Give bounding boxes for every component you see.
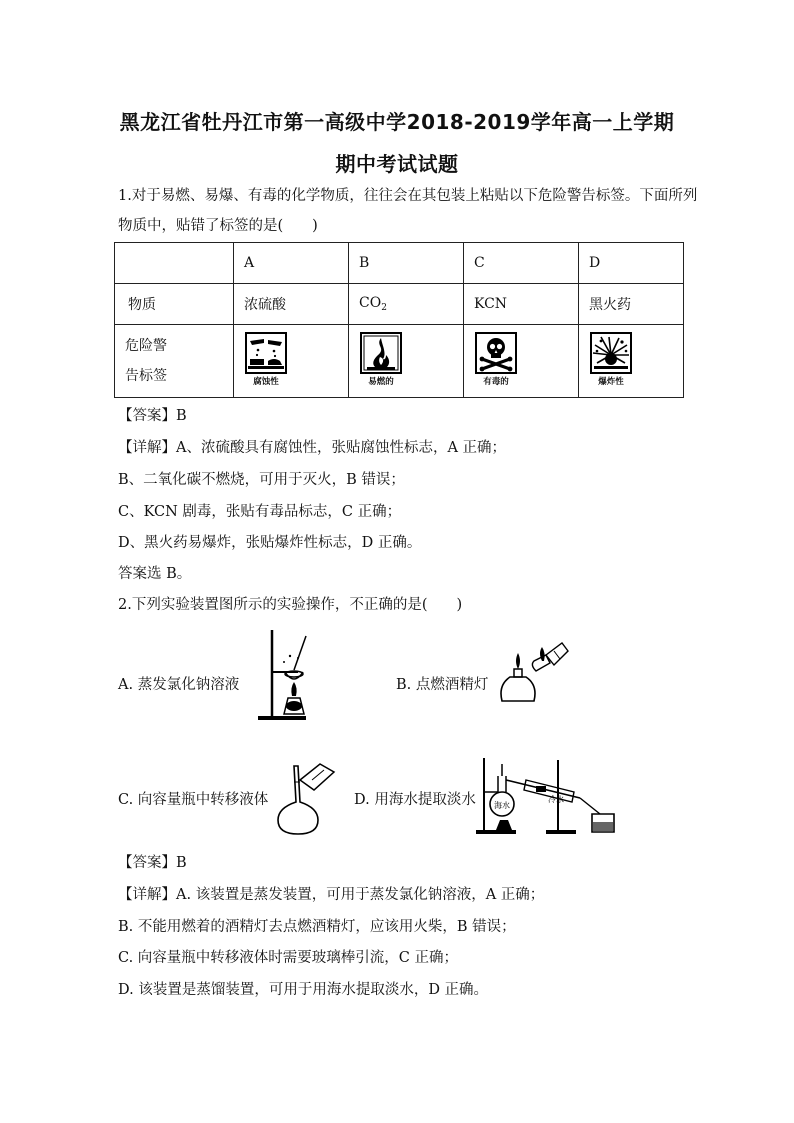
flammable-label xyxy=(359,331,403,387)
q1-answer: 【答案】B xyxy=(118,408,187,424)
q2-option-b: B. 点燃酒精灯 xyxy=(396,677,489,693)
corrosive-label xyxy=(244,331,288,387)
row-label-warning xyxy=(115,325,234,398)
table-header-row xyxy=(115,243,684,284)
q2-option-a: A. 蒸发氯化钠溶液 xyxy=(118,677,240,693)
q2-detail-line2: B. 不能用燃着的酒精灯去点燃酒精灯，应该用火柴，B 错误； xyxy=(118,919,516,935)
explosion-icon xyxy=(589,331,633,375)
alcohol-lamp-figure xyxy=(496,641,570,705)
hazard-label-table xyxy=(114,242,684,398)
q2-detail-line4: D. 该装置是蒸馏装置，可用于用海水提取淡水，D 正确。 xyxy=(118,982,489,998)
seawater-label: 海水 xyxy=(494,801,510,810)
label-cell-d xyxy=(579,325,684,398)
corrosive-icon xyxy=(244,331,288,375)
header-cell-a: A xyxy=(234,243,349,284)
row-label-substance-text: 物质 xyxy=(128,297,156,313)
toxic-caption: 有毒的 xyxy=(483,377,509,387)
q1-detail-line4: D、黑火药易爆炸，张贴爆炸性标志，D 正确。 xyxy=(118,535,422,551)
skull-crossbones-icon xyxy=(474,331,518,375)
explosive-label xyxy=(589,331,633,387)
row-label-substance xyxy=(115,284,234,325)
q1-detail-line5: 答案选 B。 xyxy=(118,566,192,582)
substance-a: 浓硫酸 xyxy=(234,284,349,325)
header-cell-b: B xyxy=(349,243,464,284)
evaporation-apparatus-figure xyxy=(254,626,310,722)
q2-option-c: C. 向容量瓶中转移液体 xyxy=(118,792,269,808)
q1-stem-line2: 物质中，贴错了标签的是( ) xyxy=(118,218,318,234)
header-cell-d: D xyxy=(579,243,684,284)
document-title: 黑龙江省牡丹江市第一高级中学2018-2019学年高一上学期 xyxy=(119,110,675,134)
label-cell-b xyxy=(349,325,464,398)
row-label-warning-line1: 危险警 xyxy=(125,338,167,354)
flammable-caption: 易燃的 xyxy=(368,377,394,387)
q1-stem-line1: 1.对于易燃、易爆、有毒的化学物质，往往会在其包装上粘贴以下危险警告标签。下面所列 xyxy=(118,188,698,204)
q1-detail-line3: C、KCN 剧毒，张贴有毒品标志，C 正确； xyxy=(118,504,402,520)
flame-icon xyxy=(359,331,403,375)
q2-detail-line1: 【详解】A. 该装置是蒸发装置，可用于蒸发氯化钠溶液，A 正确； xyxy=(118,887,545,903)
table-row-warning-label xyxy=(115,325,684,398)
q2-option-d: D. 用海水提取淡水 xyxy=(354,792,476,808)
cold-water-label: 冷水 xyxy=(548,795,564,804)
substance-c: KCN xyxy=(464,284,579,325)
q1-detail-line2: B、二氧化碳不燃烧，可用于灭火，B 错误； xyxy=(118,472,405,488)
explosive-caption: 爆炸性 xyxy=(598,377,624,387)
q2-stem: 2.下列实验装置图所示的实验操作，不正确的是( ) xyxy=(118,597,463,613)
distillation-apparatus-figure xyxy=(476,756,620,836)
volumetric-flask-figure xyxy=(264,762,336,836)
toxic-label xyxy=(474,331,518,387)
q2-answer: 【答案】B xyxy=(118,855,187,871)
label-cell-a xyxy=(234,325,349,398)
table-row-substance xyxy=(115,284,684,325)
q1-detail-line1: 【详解】A、浓硫酸具有腐蚀性，张贴腐蚀性标志，A 正确； xyxy=(118,440,507,456)
substance-b-subscript: 2 xyxy=(381,303,387,313)
header-cell-c: C xyxy=(464,243,579,284)
substance-b xyxy=(349,284,464,325)
header-cell-empty xyxy=(115,243,234,284)
q2-detail-line3: C. 向容量瓶中转移液体时需要玻璃棒引流，C 正确； xyxy=(118,950,458,966)
label-cell-c xyxy=(464,325,579,398)
corrosive-caption: 腐蚀性 xyxy=(253,377,279,387)
substance-d: 黑火药 xyxy=(579,284,684,325)
document-subtitle: 期中考试试题 xyxy=(335,152,459,176)
row-label-warning-line2: 告标签 xyxy=(125,368,167,384)
substance-b-formula: CO xyxy=(359,295,382,311)
